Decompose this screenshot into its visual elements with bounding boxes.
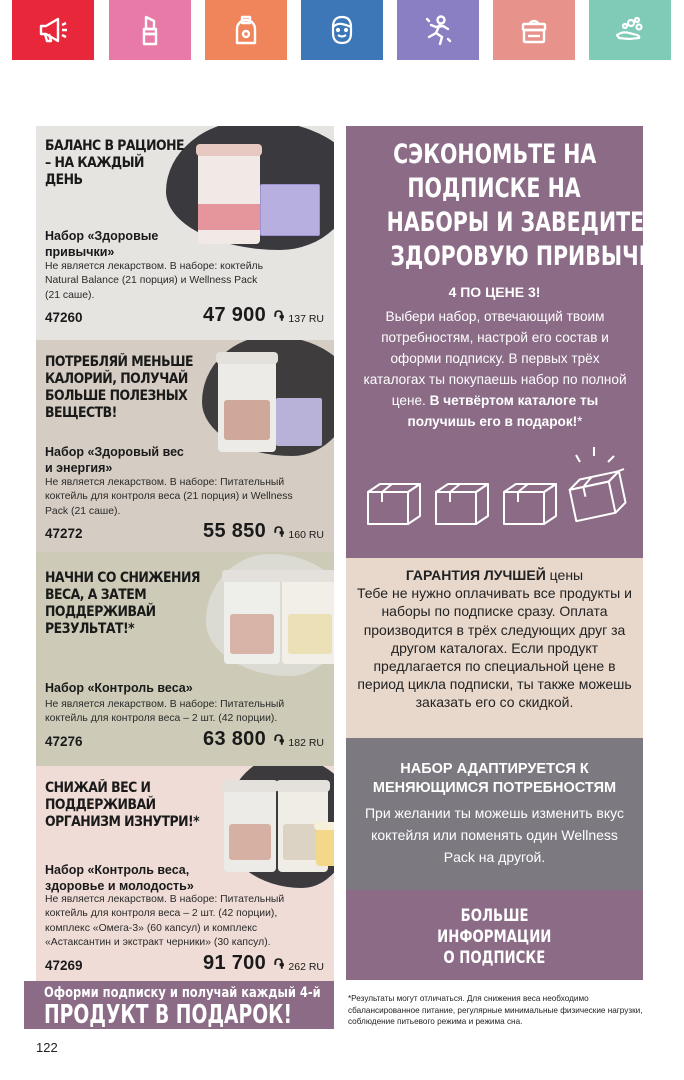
product-image-jar: [218, 356, 276, 452]
product-description: Не является лекарством. В наборе: Питательный коктейль для контроля веса – 2 шт. (42 порции), комплекс «Омега-3» (60 капсул) и комплекс «Астаксантин и экстракт черники» (30 капсул).: [45, 894, 285, 949]
tab-skincare[interactable]: [493, 0, 575, 60]
gift-boxes-icon: [358, 444, 633, 534]
product-price: 55 850: [203, 520, 266, 542]
tab-makeup[interactable]: [109, 0, 191, 60]
category-tabs: [12, 0, 672, 60]
man-face-icon: [325, 13, 359, 47]
guarantee-panel: [346, 558, 643, 738]
product-image-jar: [224, 574, 280, 664]
tab-bath[interactable]: [589, 0, 671, 60]
product-image-box: [276, 398, 322, 446]
hand-foam-icon: [613, 13, 647, 47]
more-info-title: БОЛЬШЕ ИНФОРМАЦИИ О ПОДПИСКЕ: [437, 906, 552, 968]
product-code: 47269: [45, 958, 83, 973]
promo-panel: [346, 126, 672, 558]
currency-symbol: ֏: [273, 524, 284, 540]
tab-kids[interactable]: [397, 0, 479, 60]
product-description: Не является лекарством. В наборе: Питательный коктейль для контроля веса (21 порция) и Wellness Pack (21 саше).: [45, 477, 293, 517]
product-description: Не является лекарством. В наборе: коктейль Natural Balance (21 порция) и Wellness Pack (21 саше).: [45, 261, 263, 301]
tab-fragrance[interactable]: [205, 0, 287, 60]
tab-promotions[interactable]: [12, 0, 94, 60]
product-card-weight-control: [36, 552, 334, 766]
guarantee-text: ГАРАНТИЯ ЛУЧШЕЙ цены Тебе не нужно оплачивать все продукты и наборы по подписке сразу. Оплата производится в трёх следующих друг за другом каталогах. Если продукт предлагается по специальной цене в период цикла подписки, ты также можешь заказать его со скидкой.: [357, 567, 632, 711]
product-price: 91 700: [203, 952, 266, 974]
product-points: 182 RU: [288, 737, 324, 749]
page-number: 122: [36, 1040, 58, 1055]
banner-line-2: ПРОДУКТ В ПОДАРОК!: [44, 1000, 292, 1030]
product-headline: БАЛАНС В РАЦИОНЕ – НА КАЖДЫЙ ДЕНЬ: [45, 138, 185, 188]
product-name: Набор «Контроль веса»: [45, 681, 193, 695]
product-description: Не является лекарством. В наборе: Питательный коктейль для контроля веса – 2 шт. (42 порции).: [45, 699, 285, 725]
adapt-panel: [346, 738, 643, 890]
lipstick-icon: [133, 13, 167, 47]
product-points: 160 RU: [288, 529, 324, 541]
product-code: 47276: [45, 734, 83, 749]
tab-men[interactable]: [301, 0, 383, 60]
product-card-healthy-habits: [36, 126, 334, 340]
product-image-jar-2: [282, 574, 334, 664]
promo-text: Выбери набор, отвечающий твоим потребностям, настрой его состав и оформи подписку. В первых трёх каталогах ты покупаешь набор по полной цене. В четвёртом каталоге ты получишь его в подарок!*: [363, 309, 627, 429]
product-image-capsule-bottle: [316, 826, 334, 866]
perfume-icon: [229, 13, 263, 47]
promo-title: СЭКОНОМЬТЕ НА ПОДПИСКЕ НА НАБОРЫ И ЗАВЕДИТЕ ЗДОРОВУЮ ПРИВЫЧКУ: [386, 139, 672, 272]
product-code: 47260: [45, 310, 83, 325]
product-name: Набор «Здоровые привычки»: [45, 229, 159, 259]
product-points: 262 RU: [288, 961, 324, 973]
megaphone-icon: [36, 13, 70, 47]
currency-symbol: ֏: [273, 956, 284, 972]
cream-jar-icon: [517, 13, 551, 47]
banner-line-1: Оформи подписку и получай каждый 4-й: [44, 985, 321, 1001]
product-card-healthy-weight: [36, 340, 334, 552]
product-name: Набор «Здоровый вес и энергия»: [45, 445, 184, 475]
product-image-jar: [198, 148, 260, 244]
adapt-text: При желании ты можешь изменить вкус коктейля или поменять один Wellness Pack на другой.: [364, 805, 624, 865]
subscription-banner: [24, 981, 334, 1029]
footnote: *Результаты могут отличаться. Для снижения веса необходимо сбалансированное питание, регулярные минимальные физические нагрузки, соблюдение питьевого режима и режима сна.: [348, 994, 643, 1026]
adapt-title: НАБОР АДАПТИРУЕТСЯ К МЕНЯЮЩИМСЯ ПОТРЕБНОСТЯМ: [372, 761, 617, 796]
promo-subtitle: 4 ПО ЦЕНЕ 3!: [448, 284, 541, 300]
product-name: Набор «Контроль веса, здоровье и молодость»: [45, 863, 194, 893]
product-headline: ПОТРЕБЛЯЙ МЕНЬШЕ КАЛОРИЙ, ПОЛУЧАЙ БОЛЬШЕ ПОЛЕЗНЫХ ВЕЩЕСТВ!: [45, 354, 193, 421]
product-code: 47272: [45, 526, 83, 541]
product-price: 63 800: [203, 728, 266, 750]
currency-symbol: ֏: [273, 308, 284, 324]
child-icon: [421, 13, 455, 47]
product-card-weight-health-youth: [36, 766, 334, 981]
product-headline: СНИЖАЙ ВЕС И ПОДДЕРЖИВАЙ ОРГАНИЗМ ИЗНУТРИ!*: [45, 780, 200, 830]
product-price: 47 900: [203, 304, 266, 326]
product-points: 137 RU: [288, 313, 324, 325]
product-headline: НАЧНИ СО СНИЖЕНИЯ ВЕСА, А ЗАТЕМ ПОДДЕРЖИВАЙ РЕЗУЛЬТАТ!*: [45, 570, 200, 637]
product-image-jar: [224, 784, 276, 872]
product-image-box: [260, 184, 320, 236]
currency-symbol: ֏: [273, 732, 284, 748]
more-info-button[interactable]: [346, 890, 643, 980]
